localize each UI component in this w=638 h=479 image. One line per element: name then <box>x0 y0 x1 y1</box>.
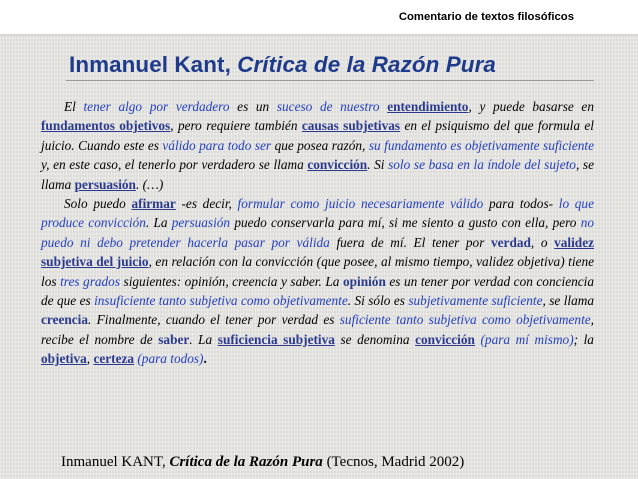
paragraph-1 <box>41 97 594 194</box>
text-segment: verdad <box>491 234 531 250</box>
text-segment: ; la <box>573 331 594 347</box>
citation-source: (Tecnos, Madrid 2002) <box>322 454 465 470</box>
text-segment: convicción <box>307 157 368 173</box>
text-segment: Solo puedo <box>64 196 132 212</box>
text-segment: , en relación con la convicción (que posee, al mismo tiempo, validez objetiva) tiene los <box>41 254 595 289</box>
text-segment: El <box>64 99 84 114</box>
text-segment: persuasión <box>171 215 231 231</box>
header-label: Comentario de textos filosóficos <box>398 11 574 23</box>
text-segment: convicción <box>415 331 475 347</box>
text-segment: objetiva <box>41 351 87 367</box>
text-segment: afirmar <box>131 196 176 212</box>
paragraph-2 <box>41 194 594 369</box>
text-segment: , se llama <box>41 157 594 192</box>
text-segment: suceso de nuestro <box>276 99 380 114</box>
text-segment: y, en este caso, el tenerlo por verdadero se llama <box>41 157 308 173</box>
text-segment: tener algo por verdadero <box>83 99 230 114</box>
text-segment: creencia <box>41 312 89 328</box>
text-segment: suficiente tanto subjetiva como objetivamente <box>339 312 591 328</box>
text-segment: es un tener por verdad con conciencia de que es <box>41 273 594 309</box>
text-segment: para todos- <box>483 196 559 212</box>
text-segment: -es decir, <box>175 196 238 212</box>
quote-body <box>41 97 594 369</box>
title-author: Inmanuel Kant, <box>69 52 231 77</box>
text-segment: , pero requiere también <box>170 118 302 134</box>
text-segment: insuficiente tanto subjetiva como objetivamente <box>94 293 348 309</box>
text-segment: se denomina <box>334 331 416 347</box>
citation-work: Crítica de la Razón Pura <box>169 454 323 470</box>
text-segment: certeza <box>93 351 135 367</box>
text-segment: . Si sólo es <box>347 293 409 309</box>
text-segment: , y puede basarse en <box>468 99 594 114</box>
text-segment: , o <box>530 234 555 250</box>
text-segment: entendimiento <box>387 99 469 114</box>
text-segment: (para todos) <box>137 351 204 367</box>
text-segment: suficiencia subjetiva <box>217 331 335 347</box>
text-segment: su fundamento es objetivamente suficiente <box>368 137 594 153</box>
text-segment: , <box>86 351 94 367</box>
text-segment: tres grados <box>60 273 120 289</box>
text-segment: lo que produce convicción <box>41 196 594 231</box>
title-work: Crítica de la Razón Pura <box>237 52 496 77</box>
text-segment: . <box>203 351 207 367</box>
title-divider <box>66 80 594 81</box>
citation-author: Inmanuel KANT, <box>61 454 170 470</box>
text-segment: subjetivamente suficiente <box>408 293 543 309</box>
text-segment: siguientes: opinión, creencia y saber. La <box>120 273 343 289</box>
text-segment: . La <box>145 215 172 231</box>
citation <box>61 454 464 471</box>
text-segment: . (…) <box>135 176 164 192</box>
text-segment: puedo conservarla para mí, si me siento a gusto con ella, pero <box>230 215 581 231</box>
text-segment: validez subjetiva del juicio <box>41 234 595 270</box>
text-segment: , recibe el nombre de <box>41 312 594 347</box>
text-segment: . La <box>189 331 218 347</box>
slide-title <box>69 52 496 78</box>
text-segment: que posea razón, <box>271 137 369 153</box>
text-segment: fundamentos objetivos <box>41 118 171 134</box>
text-segment: solo se basa en la índole del sujeto <box>388 157 576 173</box>
text-segment: saber <box>158 331 190 347</box>
text-segment: , se llama <box>542 293 594 309</box>
text-segment: persuasión <box>74 176 136 192</box>
text-segment: no puedo ni debo pretender hacerla pasar por válida <box>41 215 594 250</box>
text-segment: en el psiquismo del que formula el juicio. Cuando este es <box>41 118 594 153</box>
text-segment: . Finalmente, cuando el tener por verdad es <box>88 312 340 328</box>
header-bar <box>0 0 638 34</box>
text-segment: fuera de mí. El tener por <box>329 234 491 250</box>
text-segment: . Si <box>367 157 389 173</box>
text-segment: válido para todo ser <box>162 137 272 153</box>
text-segment: opinión <box>342 273 386 289</box>
text-segment: causas subjetivas <box>301 118 401 134</box>
text-segment: es un <box>229 99 277 114</box>
text-segment: (para mí mismo) <box>480 331 574 347</box>
text-segment: formular como juicio necesariamente válido <box>237 196 484 212</box>
